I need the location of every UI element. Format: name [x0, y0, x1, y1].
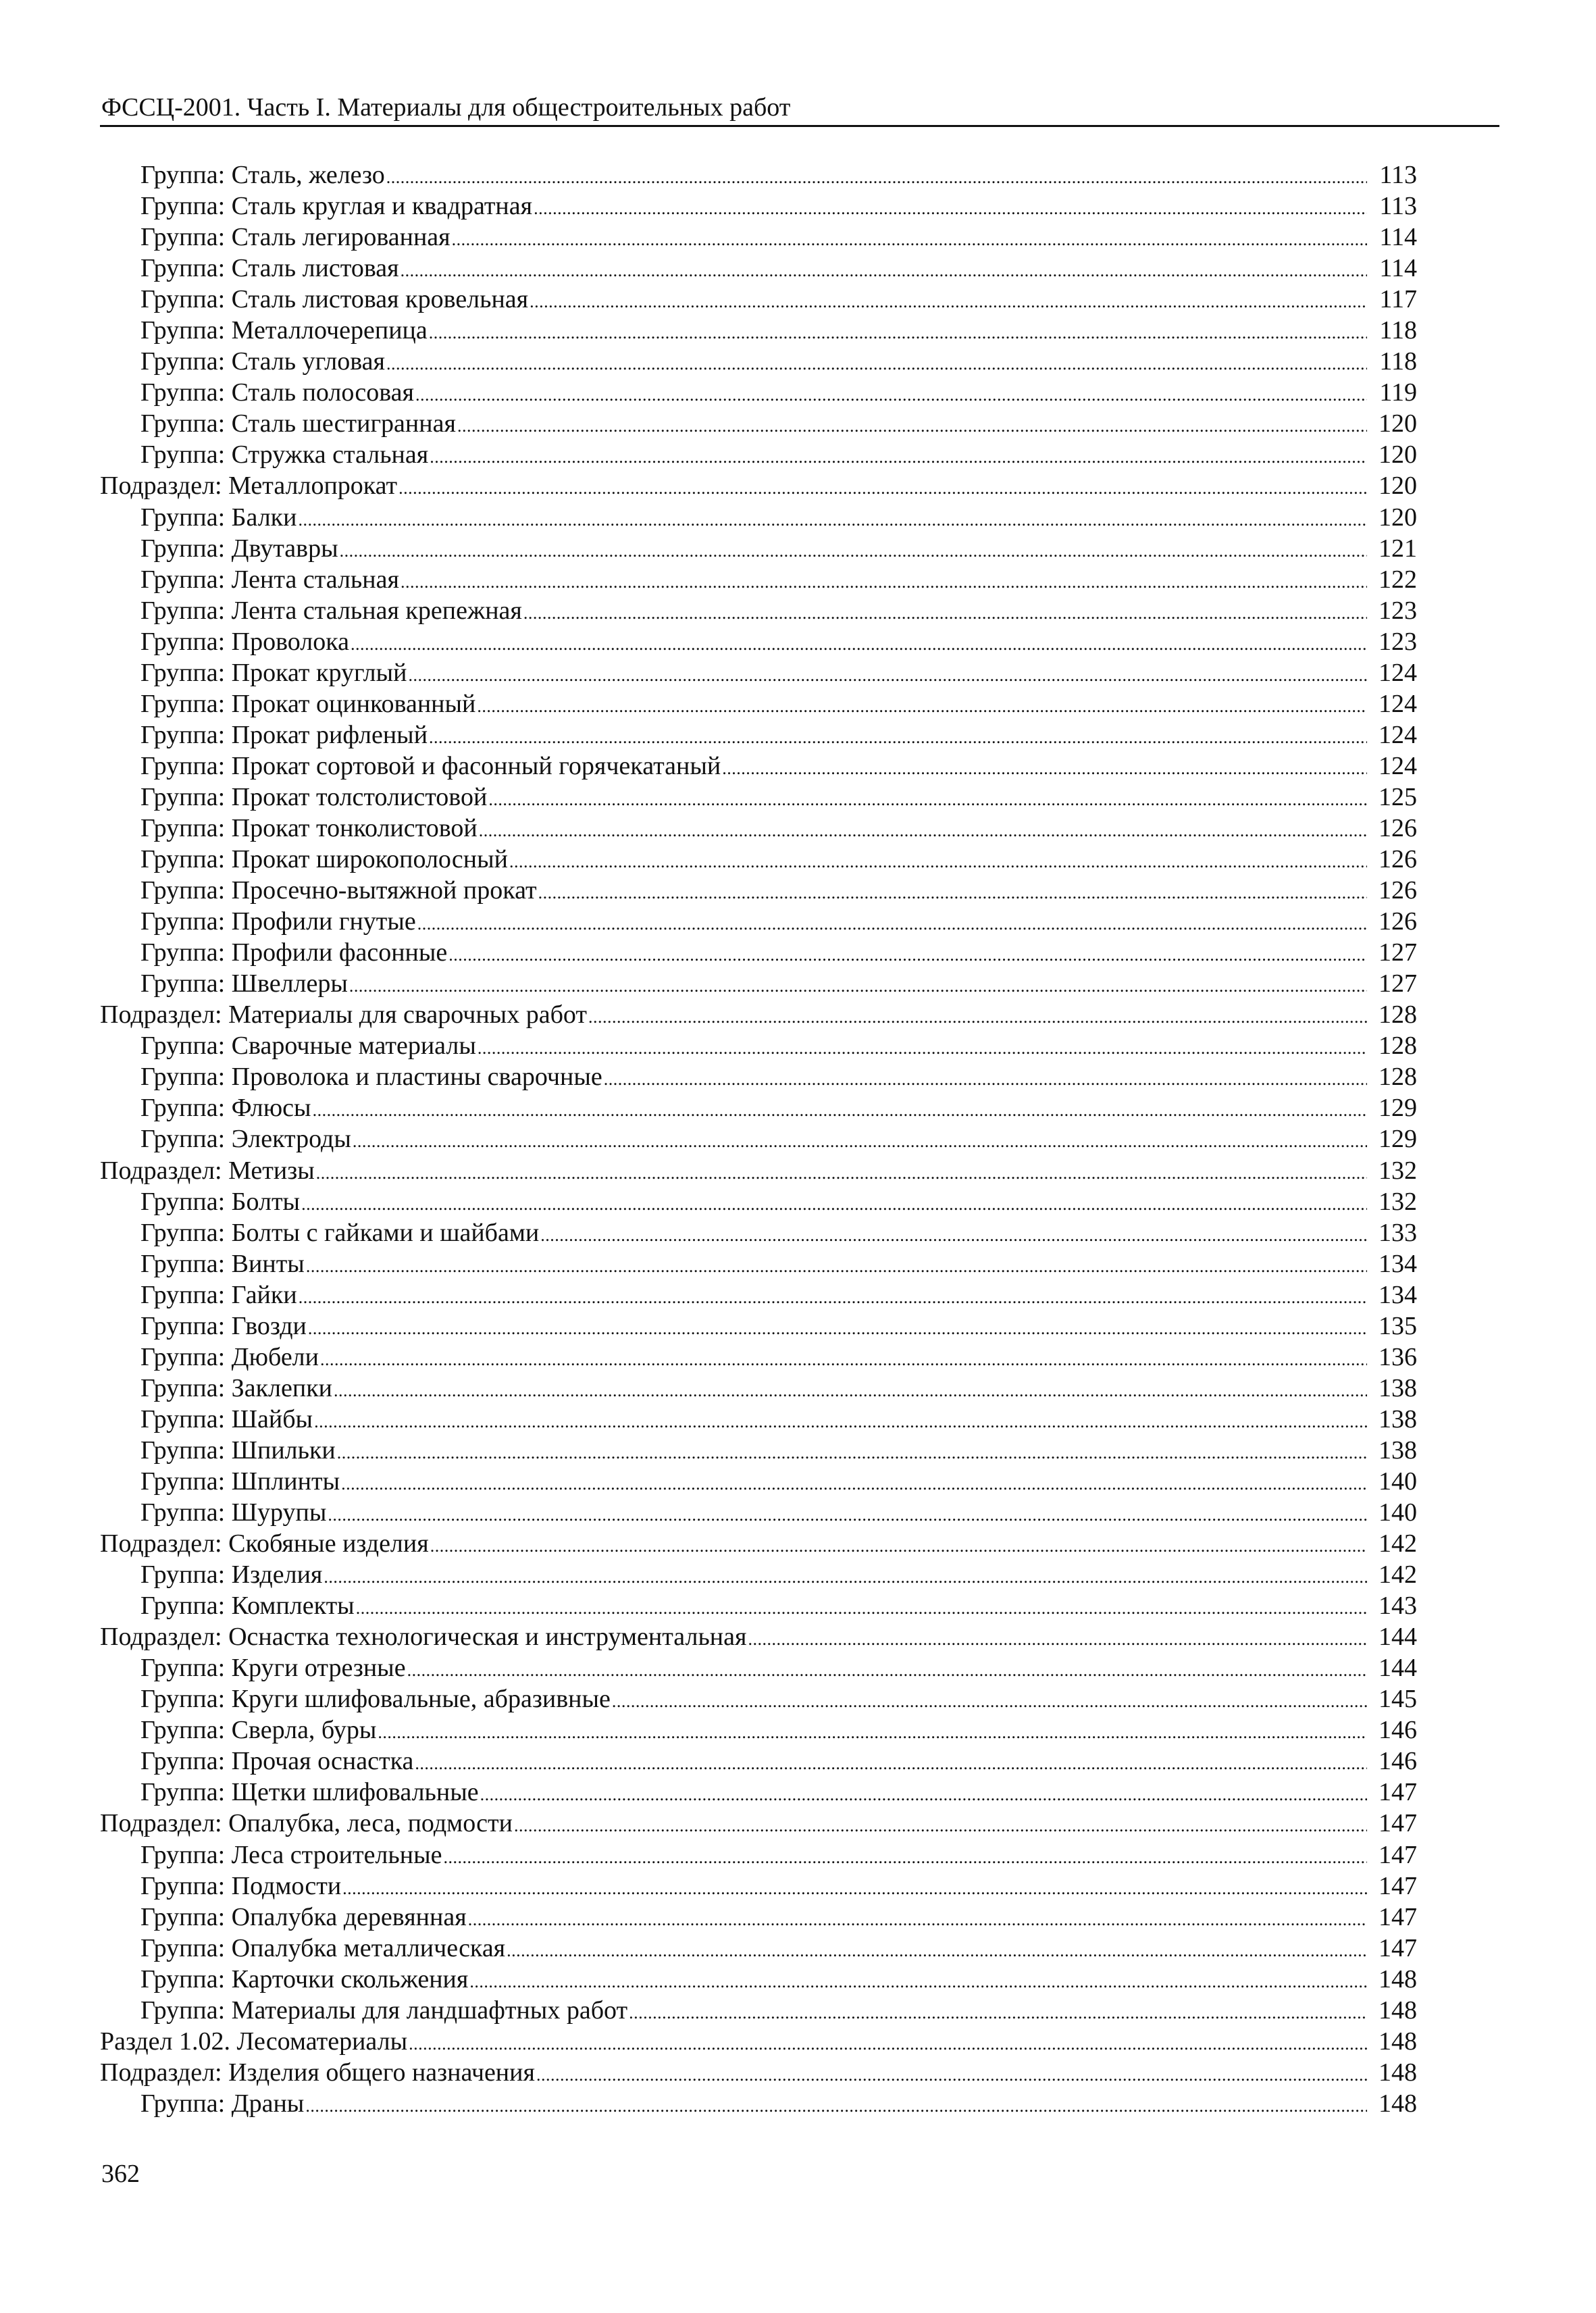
toc-entry [100, 1714, 1417, 1746]
toc-entry-page: 147 [1379, 1778, 1417, 1807]
toc-dot-leader [588, 1002, 1367, 1033]
toc-entry [100, 906, 1417, 937]
toc-entry-page: 132 [1379, 1156, 1417, 1185]
toc-dot-leader [349, 971, 1367, 1002]
toc-entry-label: Группа: Драны [140, 2089, 305, 2118]
toc-dot-leader [299, 1282, 1367, 1313]
toc-entry-label: Группа: Прокат оцинкованный [140, 689, 476, 718]
toc-dot-leader [480, 1779, 1367, 1810]
toc-dot-leader [430, 1531, 1367, 1562]
toc-entry [100, 999, 1417, 1030]
toc-dot-leader [612, 1686, 1367, 1717]
toc-entry-label: Группа: Сталь шестигранная [140, 409, 456, 438]
toc-entry-page: 138 [1379, 1404, 1417, 1433]
toc-dot-leader [409, 2029, 1367, 2060]
toc-dot-leader [417, 909, 1367, 940]
toc-entry [100, 1279, 1417, 1311]
toc-entry-label: Группа: Шайбы [140, 1404, 313, 1433]
toc-entry [100, 1559, 1417, 1590]
toc-entry [100, 1902, 1417, 1933]
toc-entry-page: 113 [1379, 192, 1417, 221]
toc-entry-page: 124 [1379, 658, 1417, 687]
toc-entry-label: Подраздел: Материалы для сварочных работ [100, 1000, 588, 1030]
toc-entry [100, 1839, 1417, 1871]
toc-entry-label: Группа: Лента стальная крепежная [140, 596, 522, 625]
toc-dot-leader [534, 193, 1367, 224]
toc-entry [100, 968, 1417, 999]
toc-entry-label: Группа: Сталь листовая [140, 254, 399, 283]
toc-dot-leader [415, 380, 1367, 411]
toc-entry-page: 124 [1379, 720, 1417, 749]
toc-entry-label: Группа: Флюсы [140, 1094, 311, 1123]
toc-entry [100, 1683, 1417, 1714]
toc-entry-label: Группа: Прокат широкополосный [140, 845, 508, 874]
toc-entry-page: 147 [1379, 1840, 1417, 1869]
toc-dot-leader [305, 2091, 1367, 2122]
toc-entry-page: 144 [1379, 1623, 1417, 1652]
document-title: ФССЦ-2001. Часть I. Материалы для общестроительных работ [101, 93, 791, 122]
toc-entry [100, 190, 1417, 222]
toc-dot-leader [604, 1064, 1367, 1095]
toc-entry [100, 2026, 1417, 2057]
toc-dot-leader [334, 1375, 1367, 1406]
toc-entry-label: Группа: Щетки шлифовальные [140, 1778, 479, 1807]
toc-entry-label: Группа: Винты [140, 1249, 305, 1278]
toc-entry-page: 128 [1379, 1063, 1417, 1092]
toc-dot-leader [298, 505, 1367, 536]
toc-entry-label: Раздел 1.02. Лесоматериалы [100, 2027, 408, 2056]
toc-entry-page: 125 [1379, 782, 1417, 811]
toc-dot-leader [408, 660, 1367, 691]
toc-entry [100, 1964, 1417, 1995]
toc-entry-page: 120 [1379, 503, 1417, 532]
toc-entry-page: 117 [1379, 285, 1417, 314]
toc-entry-page: 134 [1379, 1249, 1417, 1278]
toc-entry-label: Группа: Опалубка деревянная [140, 1902, 467, 1931]
toc-entry-label: Группа: Болты с гайками и шайбами [140, 1218, 540, 1247]
toc-entry-label: Группа: Болты [140, 1187, 301, 1216]
toc-dot-leader [477, 691, 1367, 722]
toc-entry [100, 502, 1417, 533]
toc-entry-page: 147 [1379, 1933, 1417, 1962]
toc-entry-label: Группа: Сталь легированная [140, 223, 451, 252]
toc-entry-page: 134 [1379, 1280, 1417, 1309]
toc-dot-leader [314, 1406, 1367, 1438]
toc-entry [100, 222, 1417, 253]
toc-entry [100, 2088, 1417, 2119]
toc-entry-label: Группа: Прокат сортовой и фасонный горячекатаный [140, 751, 721, 780]
toc-entry [100, 1652, 1417, 1683]
toc-entry-page: 126 [1379, 876, 1417, 905]
toc-entry [100, 439, 1417, 470]
toc-entry [100, 1995, 1417, 2026]
toc-entry-label: Группа: Гвозди [140, 1311, 307, 1340]
toc-entry [100, 1373, 1417, 1404]
toc-entry [100, 284, 1417, 315]
toc-dot-leader [407, 1655, 1367, 1686]
toc-entry-page: 114 [1379, 223, 1417, 252]
toc-entry-label: Группа: Сталь листовая кровельная [140, 285, 529, 314]
toc-entry-page: 123 [1379, 627, 1417, 656]
toc-entry [100, 1528, 1417, 1559]
toc-entry [100, 1155, 1417, 1186]
toc-dot-leader [509, 846, 1367, 878]
toc-entry-label: Группа: Леса строительные [140, 1840, 442, 1869]
toc-entry-page: 138 [1379, 1373, 1417, 1402]
toc-dot-leader [353, 1126, 1367, 1157]
toc-dot-leader [536, 2060, 1367, 2091]
toc-entry-page: 114 [1379, 254, 1417, 283]
toc-entry-label: Группа: Прокат рифленый [140, 720, 428, 749]
toc-entry-page: 138 [1379, 1435, 1417, 1465]
toc-dot-leader [328, 1500, 1367, 1531]
toc-dot-leader [337, 1438, 1367, 1469]
toc-entry [100, 346, 1417, 377]
toc-dot-leader [457, 411, 1367, 442]
toc-entry [100, 1497, 1417, 1528]
toc-entry-label: Группа: Сверла, буры [140, 1716, 377, 1745]
toc-entry-page: 135 [1379, 1311, 1417, 1340]
toc-entry-label: Группа: Электроды [140, 1125, 351, 1154]
toc-entry-label: Группа: Карточки скольжения [140, 1964, 469, 1993]
toc-dot-leader [401, 255, 1367, 286]
toc-entry-label: Подраздел: Изделия общего назначения [100, 2058, 535, 2087]
toc-entry-page: 120 [1379, 409, 1417, 438]
toc-dot-leader [415, 1748, 1367, 1779]
toc-entry-page: 136 [1379, 1342, 1417, 1371]
toc-entry [100, 1061, 1417, 1092]
toc-entry-label: Группа: Сталь, железо [140, 161, 385, 189]
toc-entry-label: Группа: Круги отрезные [140, 1654, 406, 1683]
toc-entry-page: 147 [1379, 1902, 1417, 1931]
toc-entry [100, 1186, 1417, 1217]
toc-dot-leader [308, 1313, 1367, 1344]
toc-entry-page: 144 [1379, 1654, 1417, 1683]
page-header [100, 88, 1499, 127]
toc-entry-label: Подраздел: Метизы [100, 1156, 315, 1185]
toc-entry-label: Группа: Комплекты [140, 1592, 355, 1621]
toc-entry-label: Группа: Просечно-вытяжной прокат [140, 876, 537, 905]
toc-entry-label: Группа: Сварочные материалы [140, 1032, 476, 1061]
toc-entry-label: Подраздел: Оснастка технологическая и инструментальная [100, 1623, 747, 1652]
toc-entry-page: 120 [1379, 440, 1417, 469]
toc-entry [100, 626, 1417, 657]
toc-entry-page: 121 [1379, 534, 1417, 563]
toc-dot-leader [401, 567, 1367, 598]
toc-entry-label: Подраздел: Скобяные изделия [100, 1529, 429, 1558]
toc-entry-label: Группа: Прокат тонколистовой [140, 813, 478, 842]
toc-entry-label: Группа: Металлочерепица [140, 316, 428, 345]
toc-dot-leader [324, 1562, 1367, 1593]
toc-dot-leader [342, 1873, 1367, 1904]
toc-dot-leader [386, 162, 1367, 193]
toc-entry [100, 1030, 1417, 1061]
toc-entry-page: 148 [1379, 1964, 1417, 1993]
toc-entry [100, 875, 1417, 906]
toc-dot-leader [629, 1998, 1367, 2029]
toc-entry [100, 2057, 1417, 2088]
toc-entry [100, 782, 1417, 813]
toc-entry-page: 142 [1379, 1560, 1417, 1590]
toc-entry [100, 1092, 1417, 1123]
toc-entry-page: 148 [1379, 2027, 1417, 2056]
toc-entry-page: 129 [1379, 1125, 1417, 1154]
toc-dot-leader [306, 1251, 1367, 1282]
toc-entry [100, 1311, 1417, 1342]
toc-entry-page: 128 [1379, 1032, 1417, 1061]
toc-entry [100, 377, 1417, 408]
toc-entry [100, 564, 1417, 595]
toc-entry-page: 143 [1379, 1592, 1417, 1621]
toc-entry-page: 119 [1379, 378, 1417, 407]
toc-entry [100, 1871, 1417, 1902]
toc-entry-page: 132 [1379, 1187, 1417, 1216]
toc-dot-leader [430, 442, 1367, 473]
toc-entry [100, 751, 1417, 782]
toc-entry [100, 719, 1417, 751]
toc-entry-label: Группа: Дюбели [140, 1342, 319, 1371]
toc-entry [100, 1123, 1417, 1154]
toc-entry-page: 126 [1379, 813, 1417, 842]
toc-dot-leader [538, 878, 1367, 909]
toc-entry-label: Группа: Балки [140, 503, 297, 532]
toc-entry-label: Группа: Сталь круглая и квадратная [140, 192, 533, 221]
toc-entry-page: 146 [1379, 1747, 1417, 1776]
toc-dot-leader [301, 1189, 1367, 1220]
toc-entry [100, 657, 1417, 688]
toc-entry [100, 159, 1417, 190]
toc-entry [100, 1746, 1417, 1777]
toc-entry [100, 315, 1417, 346]
toc-entry [100, 1466, 1417, 1497]
toc-entry-label: Группа: Шплинты [140, 1467, 340, 1496]
toc-dot-leader [429, 722, 1367, 753]
toc-entry [100, 533, 1417, 564]
toc-dot-leader [479, 815, 1367, 846]
toc-entry-label: Группа: Прокат толстолистовой [140, 782, 488, 811]
toc-entry-label: Группа: Подмости [140, 1871, 342, 1900]
toc-entry-label: Подраздел: Металлопрокат [100, 472, 398, 501]
toc-entry-page: 127 [1379, 938, 1417, 967]
toc-entry-page: 129 [1379, 1094, 1417, 1123]
toc-dot-leader [452, 224, 1367, 255]
toc-entry [100, 1933, 1417, 1964]
toc-dot-leader [340, 536, 1367, 567]
toc-entry-label: Группа: Швеллеры [140, 969, 348, 998]
toc-entry [100, 408, 1417, 439]
toc-entry-label: Группа: Сталь угловая [140, 347, 385, 376]
toc-dot-leader [722, 753, 1367, 784]
toc-dot-leader [523, 598, 1367, 629]
toc-entry-page: 113 [1379, 161, 1417, 189]
toc-entry [100, 1217, 1417, 1248]
toc-entry [100, 844, 1417, 875]
toc-entry-label: Группа: Круги шлифовальные, абразивные [140, 1685, 611, 1714]
toc-entry-label: Группа: Изделия [140, 1560, 323, 1590]
toc-entry [100, 1342, 1417, 1373]
toc-dot-leader [488, 784, 1367, 815]
toc-entry [100, 813, 1417, 844]
toc-dot-leader [448, 940, 1367, 971]
toc-dot-leader [378, 1717, 1367, 1748]
toc-entry-page: 118 [1379, 316, 1417, 345]
toc-entry-label: Группа: Шурупы [140, 1498, 327, 1527]
toc-entry-label: Группа: Прокат круглый [140, 658, 407, 687]
toc-dot-leader [530, 286, 1367, 317]
toc-entry-label: Группа: Профили гнутые [140, 907, 416, 936]
toc-entry-page: 124 [1379, 751, 1417, 780]
toc-entry-page: 148 [1379, 2089, 1417, 2118]
toc-entry-page: 140 [1379, 1467, 1417, 1496]
toc-dot-leader [443, 1842, 1367, 1873]
toc-entry-label: Группа: Шпильки [140, 1435, 336, 1465]
toc-entry-page: 127 [1379, 969, 1417, 998]
toc-dot-leader [478, 1033, 1367, 1064]
toc-entry-label: Группа: Проволока [140, 627, 350, 656]
toc-entry-label: Группа: Прочая оснастка [140, 1747, 414, 1776]
toc-entry-page: 145 [1379, 1685, 1417, 1714]
toc-entry-label: Группа: Сталь полосовая [140, 378, 414, 407]
toc-entry [100, 1777, 1417, 1808]
toc-dot-leader [429, 317, 1367, 349]
toc-entry-label: Группа: Гайки [140, 1280, 297, 1309]
toc-dot-leader [398, 473, 1367, 504]
toc-entry-label: Группа: Проволока и пластины сварочные [140, 1063, 602, 1092]
toc-entry-page: 118 [1379, 347, 1417, 376]
toc-dot-leader [469, 1966, 1367, 1998]
toc-dot-leader [341, 1469, 1367, 1500]
toc-entry [100, 1435, 1417, 1466]
toc-entry-label: Группа: Заклепки [140, 1373, 332, 1402]
toc-entry [100, 470, 1417, 501]
toc-entry-page: 146 [1379, 1716, 1417, 1745]
table-of-contents [100, 159, 1417, 2119]
page-number: 362 [101, 2160, 140, 2188]
toc-dot-leader [540, 1220, 1367, 1251]
toc-entry-page: 123 [1379, 596, 1417, 625]
toc-entry-page: 142 [1379, 1529, 1417, 1558]
toc-dot-leader [356, 1593, 1367, 1624]
toc-entry-label: Группа: Профили фасонные [140, 938, 448, 967]
toc-entry-label: Группа: Материалы для ландшафтных работ [140, 1996, 628, 2025]
toc-entry-page: 148 [1379, 2058, 1417, 2087]
toc-entry-page: 128 [1379, 1000, 1417, 1030]
toc-entry-page: 126 [1379, 907, 1417, 936]
toc-dot-leader [386, 349, 1367, 380]
toc-dot-leader [320, 1344, 1367, 1375]
toc-entry [100, 1590, 1417, 1621]
toc-entry [100, 595, 1417, 626]
toc-entry-page: 140 [1379, 1498, 1417, 1527]
toc-entry-label: Группа: Двутавры [140, 534, 338, 563]
toc-entry-page: 147 [1379, 1809, 1417, 1838]
toc-entry-page: 147 [1379, 1871, 1417, 1900]
toc-dot-leader [351, 629, 1367, 660]
toc-dot-leader [313, 1095, 1367, 1126]
toc-entry-label: Подраздел: Опалубка, леса, подмости [100, 1809, 513, 1838]
toc-entry-label: Группа: Стружка стальная [140, 440, 429, 469]
toc-entry [100, 1404, 1417, 1435]
toc-entry-page: 126 [1379, 845, 1417, 874]
toc-entry [100, 688, 1417, 719]
toc-entry-page: 120 [1379, 472, 1417, 501]
toc-dot-leader [507, 1935, 1367, 1966]
toc-entry [100, 937, 1417, 968]
toc-entry [100, 1808, 1417, 1839]
toc-entry [100, 1621, 1417, 1652]
toc-entry-label: Группа: Опалубка металлическая [140, 1933, 506, 1962]
toc-entry-label: Группа: Лента стальная [140, 565, 399, 594]
toc-dot-leader [748, 1624, 1367, 1655]
toc-dot-leader [316, 1158, 1367, 1189]
toc-entry-page: 148 [1379, 1996, 1417, 2025]
toc-entry-page: 124 [1379, 689, 1417, 718]
toc-dot-leader [514, 1810, 1367, 1841]
toc-entry [100, 1248, 1417, 1279]
toc-entry-page: 122 [1379, 565, 1417, 594]
toc-dot-leader [468, 1904, 1367, 1935]
toc-entry-page: 133 [1379, 1218, 1417, 1247]
toc-entry [100, 253, 1417, 284]
